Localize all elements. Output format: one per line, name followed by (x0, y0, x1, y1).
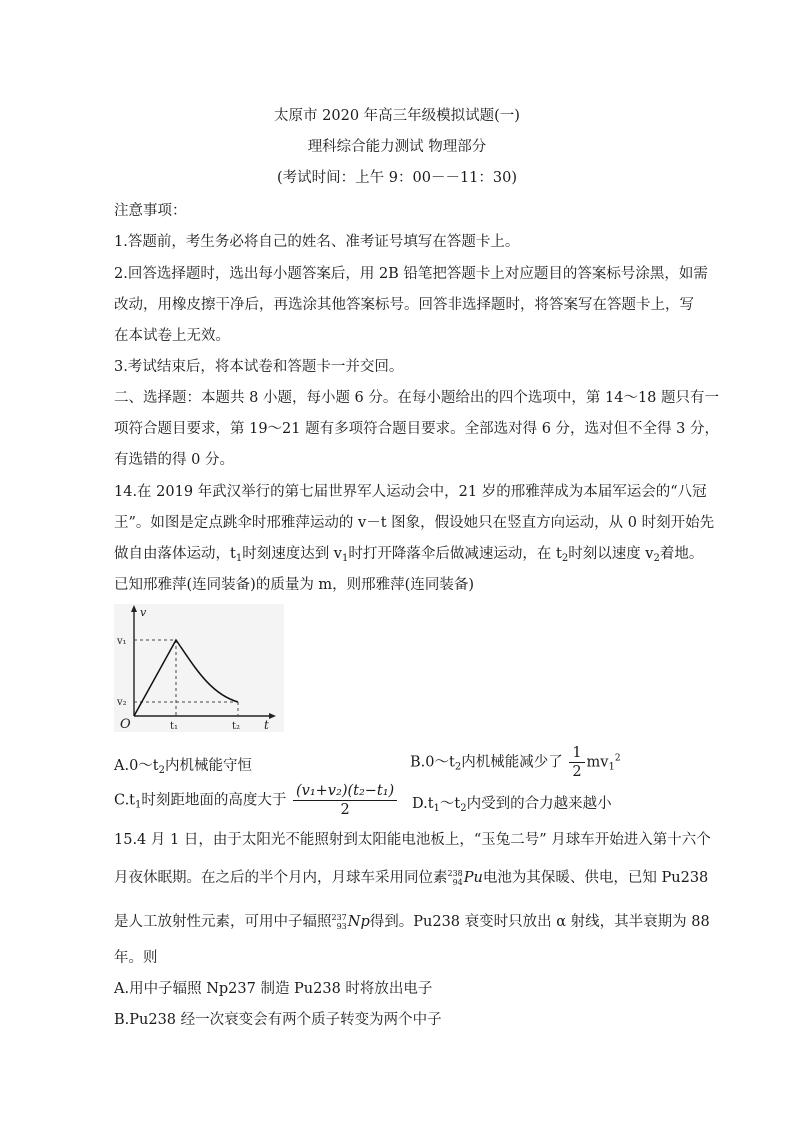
option-b-mv: mv (586, 754, 609, 771)
q15-line-4: 年。则 (114, 950, 158, 966)
q14-line-3-part-d: 时刻以速度 v (568, 546, 654, 562)
note-3: 3.考试结束后，将本试卷和答题卡一并交回。 (114, 359, 404, 375)
option-b-text: 内机械能减少了 (461, 754, 563, 771)
section-instructions-line-2: 项符合题目要求，第 19～21 题有多项符合题目要求。全部选对得 6 分，选对但不全得 3 分， (114, 421, 720, 437)
v-label: v (140, 606, 147, 619)
option-d-prefix: D.t (412, 796, 434, 812)
q15-option-b: B.Pu238 经一次衰变会有两个质子转变为两个中子 (114, 1012, 442, 1028)
q15-line-3 (114, 910, 710, 931)
t-label: t (264, 718, 269, 732)
origin-label: O (120, 717, 131, 732)
section-instructions-line-3: 有选错的得 0 分。 (114, 452, 234, 468)
sub-1: 1 (608, 761, 615, 773)
sub-2: 2 (460, 803, 467, 814)
q15-line-2 (114, 866, 708, 887)
section-instructions-line-1: 二、选择题：本题共 8 小题，每小题 6 分。在每小题给出的四个选项中，第 14～18 题只有一 (114, 390, 720, 406)
q15-line-3-part-a: 是人工放射性元素，可用中子辐照 (114, 914, 332, 930)
q14-line-3-part-a: 做自由落体运动，t (114, 546, 236, 562)
option-d-mid: ～t (439, 796, 461, 812)
v2-label: v₂ (117, 697, 127, 708)
sub-2: 2 (454, 761, 462, 773)
q14-option-d (412, 792, 612, 814)
v-t-graph (114, 604, 284, 732)
q15-line-2-part-a: 月夜休眠期。在之后的半个月内，月球车采用同位素 (114, 870, 448, 886)
q14-line-4: 已知邢雅萍(连同装备)的质量为 m，则邢雅萍(连同装备) (114, 577, 474, 593)
sub-1: 1 (433, 803, 440, 814)
sub-1: 1 (135, 799, 142, 811)
q14-option-c (114, 782, 399, 819)
note-1: 1.答题前，考生务必将自己的姓名、准考证号填写在答题卡上。 (114, 234, 520, 250)
fraction-half: $\frac{1}{2}$ (569, 744, 584, 781)
np-isotope-numbers: 237 93 (331, 913, 347, 931)
sup-2: 2 (614, 753, 621, 764)
note-2-line-3: 在本试卷上无效。 (114, 328, 230, 344)
q15-line-1: 15.4 月 1 日，由于太阳光不能照射到太阳能电池板上，“玉兔二号” 月球车开始进入第十六个 (114, 832, 711, 848)
q15-line-3-part-b: 得到。Pu238 衰变时只放出 α 射线，其半衰期为 88 (369, 914, 710, 930)
q14-line-1: 14.在 2019 年武汉举行的第七届世界军人运动会中，21 岁的邢雅萍成为本届军运会的“八冠 (114, 484, 707, 500)
option-c-text: 时刻距地面的高度大于 (141, 792, 287, 809)
sub-2: 2 (561, 553, 569, 564)
exam-title: 太原市 2020 年高三年级模拟试题(一) (274, 108, 520, 124)
option-c-prefix: C.t (114, 792, 136, 809)
q15-option-a: A.用中子辐照 Np237 制造 Pu238 时将放出电子 (114, 981, 433, 997)
sub-1: 1 (342, 553, 349, 564)
option-a-prefix: A.0～t (114, 758, 159, 774)
q14-line-3-part-e: 着地。 (659, 546, 704, 562)
q14-line-3 (114, 542, 703, 564)
q15-line-2-part-b: 电池为其保暖、供电，已知 Pu238 (482, 870, 709, 886)
sub-2: 2 (653, 553, 660, 564)
sub-1: 1 (235, 553, 243, 564)
q14-line-3-part-b: 时刻速度达到 v (242, 546, 343, 562)
exam-time: (考试时间：上午 9：00－－11：30) (277, 170, 517, 186)
notes-heading: 注意事项： (114, 203, 187, 219)
np-symbol: Np (347, 914, 370, 930)
t1-label: t₁ (170, 721, 179, 732)
q14-line-3-part-c: 时打开降落伞后做减速运动，在 t (348, 546, 562, 562)
note-2-line-1: 2.回答选择题时，选出每小题答案后，用 2B 铅笔把答题卡上对应题目的答案标号涂黑，如需 (114, 266, 708, 282)
pu-isotope-numbers: 238 94 (447, 869, 463, 887)
q14-option-a (114, 754, 252, 776)
option-d-text: 内受到的合力越来越小 (466, 796, 612, 812)
v1-label: v₁ (117, 636, 127, 647)
option-b-prefix: B.0～t (410, 754, 455, 771)
option-a-text: 内机械能守恒 (165, 758, 253, 774)
sub-2: 2 (158, 765, 166, 776)
t2-label: t₂ (232, 721, 241, 732)
fraction-height: $\frac{\text{(v₁+v₂)(t₂−t₁)}}{2}$ (293, 782, 397, 819)
q14-line-2: 王”。如图是定点跳伞时邢雅萍运动的 v－t 图象，假设她只在竖直方向运动，从 0 时刻开始先 (114, 515, 715, 531)
note-2-line-2: 改动，用橡皮擦干净后，再选涂其他答案标号。回答非选择题时，将答案写在答题卡上，写 (114, 297, 694, 313)
exam-subtitle: 理科综合能力测试 物理部分 (307, 139, 487, 155)
pu-symbol: Pu (463, 870, 483, 886)
q14-option-b (410, 744, 621, 781)
